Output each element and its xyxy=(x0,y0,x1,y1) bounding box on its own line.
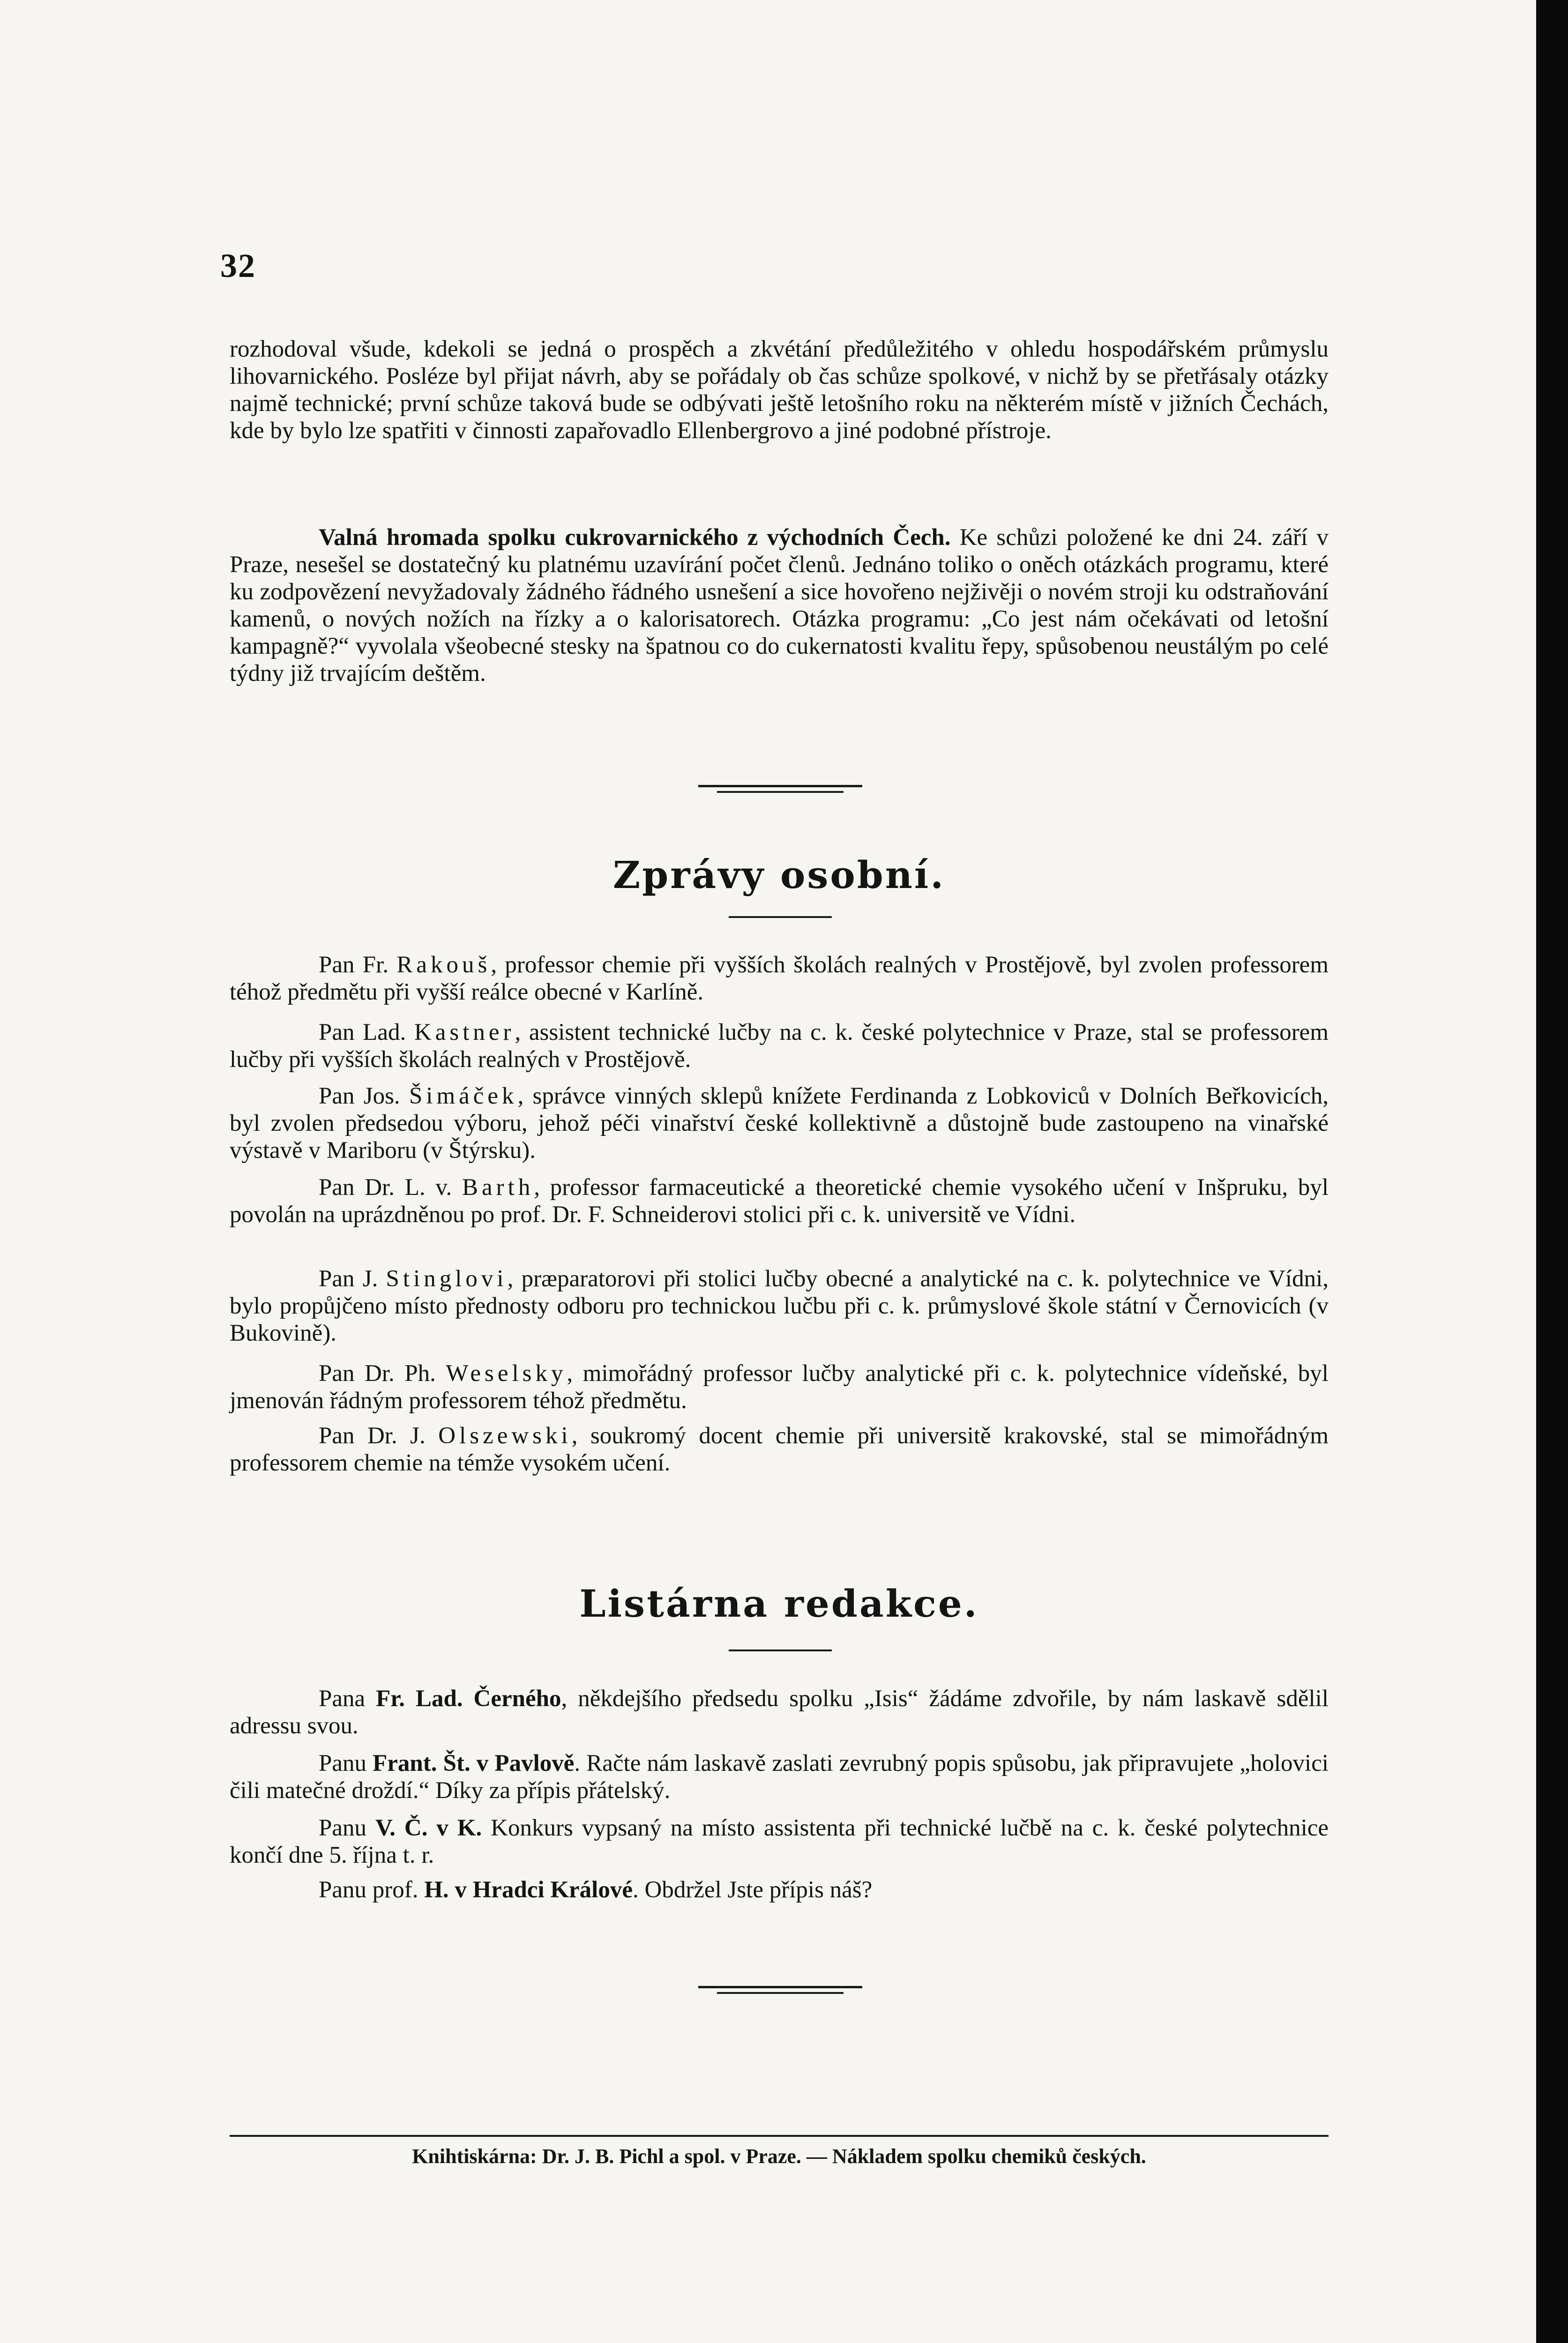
personal-news-item xyxy=(230,1019,1329,1073)
meeting-paragraph xyxy=(230,524,1329,687)
item-name: Frant. Št. v Pavlově xyxy=(373,1750,575,1776)
personal-news-item xyxy=(230,1360,1329,1414)
personal-news-item xyxy=(230,951,1329,1006)
item-name: Barth xyxy=(462,1174,534,1201)
personal-news-heading: Zprávy osobní. xyxy=(612,853,946,897)
personal-news-item xyxy=(230,1265,1329,1347)
item-name: Rakouš xyxy=(396,952,491,978)
item-text: , správce vinných sklepů knížete Ferdinanda z Lobkoviců v Dolních Beřkovicích, byl zvolen předsedou výboru, jehož péči vinařství české kollektivně a důstojně bude zastoupeno na vinařské výstavě v Mariboru (v Štýrsku). xyxy=(230,1083,1329,1164)
item-text: . Račte nám laskavě zaslati zevrubný popis spůsobu, jak připravujete „holovici čili matečné droždí.“ Díky za přípis přátelský. xyxy=(230,1750,1329,1804)
section-divider-bottom xyxy=(698,1986,862,1988)
item-prefix: Pan Dr. L. v. xyxy=(319,1174,463,1201)
item-text: . Obdržel Jste přípis náš? xyxy=(632,1877,873,1903)
item-name: Stinglovi xyxy=(386,1266,508,1292)
personal-news-item xyxy=(230,1174,1329,1228)
intro-paragraph: rozhodoval všude, kdekoli se jedná o prospěch a zkvétání předůležitého v ohledu hospodářském průmyslu lihovarnického. Posléze byl přijat návrh, aby se pořádaly ob čas schůze spolkové, v nichž by se přetřásaly otázky najmě technické; první schůze taková bude se odbývati ještě letošního roku na některém místě v jižních Čechách, kde by bylo lze spatřiti v činnosti zapařovadlo Ellenbergrovo a jiné podobné přístroje. xyxy=(230,336,1329,444)
item-prefix: Panu prof. xyxy=(319,1877,425,1903)
item-text: , assistent technické lučby na c. k. české polytechnice v Praze, stal se professorem lučby při vyšších školách realných v Prostějově. xyxy=(230,1019,1329,1073)
item-prefix: Panu xyxy=(319,1815,375,1841)
page-number: 32 xyxy=(220,247,256,284)
item-text: Konkurs vypsaný na místo assistenta při technické lučbě na c. k. české polytechnice končí dne 5. října t. r. xyxy=(230,1815,1329,1868)
section-divider-bottom-inner xyxy=(717,1992,844,1994)
item-text: , professor chemie při vyšších školách realných v Prostějově, byl zvolen professorem téhož předmětu při vyšší reálce obecné v Karlíně. xyxy=(230,952,1329,1005)
personal-news-item xyxy=(230,1082,1329,1164)
item-prefix: Panu xyxy=(319,1750,373,1776)
footer-rule xyxy=(230,2135,1329,2137)
letter-item xyxy=(230,1750,1329,1804)
letter-item xyxy=(230,1814,1329,1869)
item-name: Šimáček xyxy=(409,1083,518,1109)
item-name: Olszewski xyxy=(438,1423,572,1449)
item-name: V. Č. v K. xyxy=(375,1815,482,1841)
personal-news-item xyxy=(230,1422,1329,1477)
item-prefix: Pan J. xyxy=(319,1266,386,1292)
item-text: , præparatorovi při stolici lučby obecné a analytické na c. k. polytechnice ve Vídni, bylo propůjčeno místo přednosty odboru pro technickou lučbu při c. k. průmyslové škole státní v Černovicích (v Bukovině). xyxy=(230,1266,1329,1346)
item-name: H. v Hradci Králové xyxy=(424,1877,633,1903)
item-text: , soukromý docent chemie při universitě krakovské, stal se mimořádným professorem chemie na témže vysokém učení. xyxy=(230,1423,1329,1476)
item-prefix: Pan Dr. Ph. xyxy=(319,1360,446,1387)
item-prefix: Pan Dr. J. xyxy=(319,1423,439,1449)
letter-item xyxy=(230,1876,1329,1903)
imprint-footer: Knihtiskárna: Dr. J. B. Pichl a spol. v Praze. — Nákladem spolku chemiků českých. xyxy=(412,2145,1146,2168)
meeting-title: Valná hromada spolku cukrovarnického z východních Čech. xyxy=(319,524,951,551)
letter-item xyxy=(230,1685,1329,1739)
item-prefix: Pan Jos. xyxy=(319,1083,409,1109)
item-text: , někdejšího předsedu spolku „Isis“ žádáme zdvořile, by nám laskavě sdělil adressu svou. xyxy=(230,1686,1329,1739)
meeting-text: Ke schůzi položené ke dni 24. září v Praze, nesešel se dostatečný ku platnému uzavírání počet členů. Jednáno toliko o oněch otázkách programu, které ku zodpovězení nevyžadovaly žádného řádného usnešení a sice hovořeno nejživěji o novém stroji ku odstraňování kamenů, o nových nožích na řízky a o kalorisatorech. Otázka programu: „Co jest nám očekávati od letošní kampagně?“ vyvolala všeobecné stesky na špatnou co do cukernatosti kvalitu řepy, spůsobenou neustálým po celé týdny již trvajícím deštěm. xyxy=(230,524,1329,686)
scan-border xyxy=(1536,0,1568,2343)
item-name: Kastner xyxy=(414,1019,515,1045)
section-divider-top-inner xyxy=(717,791,844,793)
item-text: , mimořádný professor lučby analytické při c. k. polytechnice vídeňské, byl jmenován řádným professorem téhož předmětu. xyxy=(230,1360,1329,1414)
letters-underline xyxy=(729,1649,832,1651)
item-name: Fr. Lad. Černého xyxy=(376,1686,561,1712)
item-text: , professor farmaceutické a theoretické chemie vysokého učení v Inšpruku, byl povolán na uprázdněnou po prof. Dr. F. Schneiderovi stolici při c. k. universitě ve Vídni. xyxy=(230,1174,1329,1228)
item-prefix: Pana xyxy=(319,1686,376,1712)
item-prefix: Pan Fr. xyxy=(319,952,397,978)
letters-heading: Listárna redakce. xyxy=(579,1582,979,1626)
item-name: Weselsky xyxy=(446,1360,567,1387)
personal-news-underline xyxy=(729,916,832,918)
section-divider-top xyxy=(698,785,862,787)
item-prefix: Pan Lad. xyxy=(319,1019,414,1045)
